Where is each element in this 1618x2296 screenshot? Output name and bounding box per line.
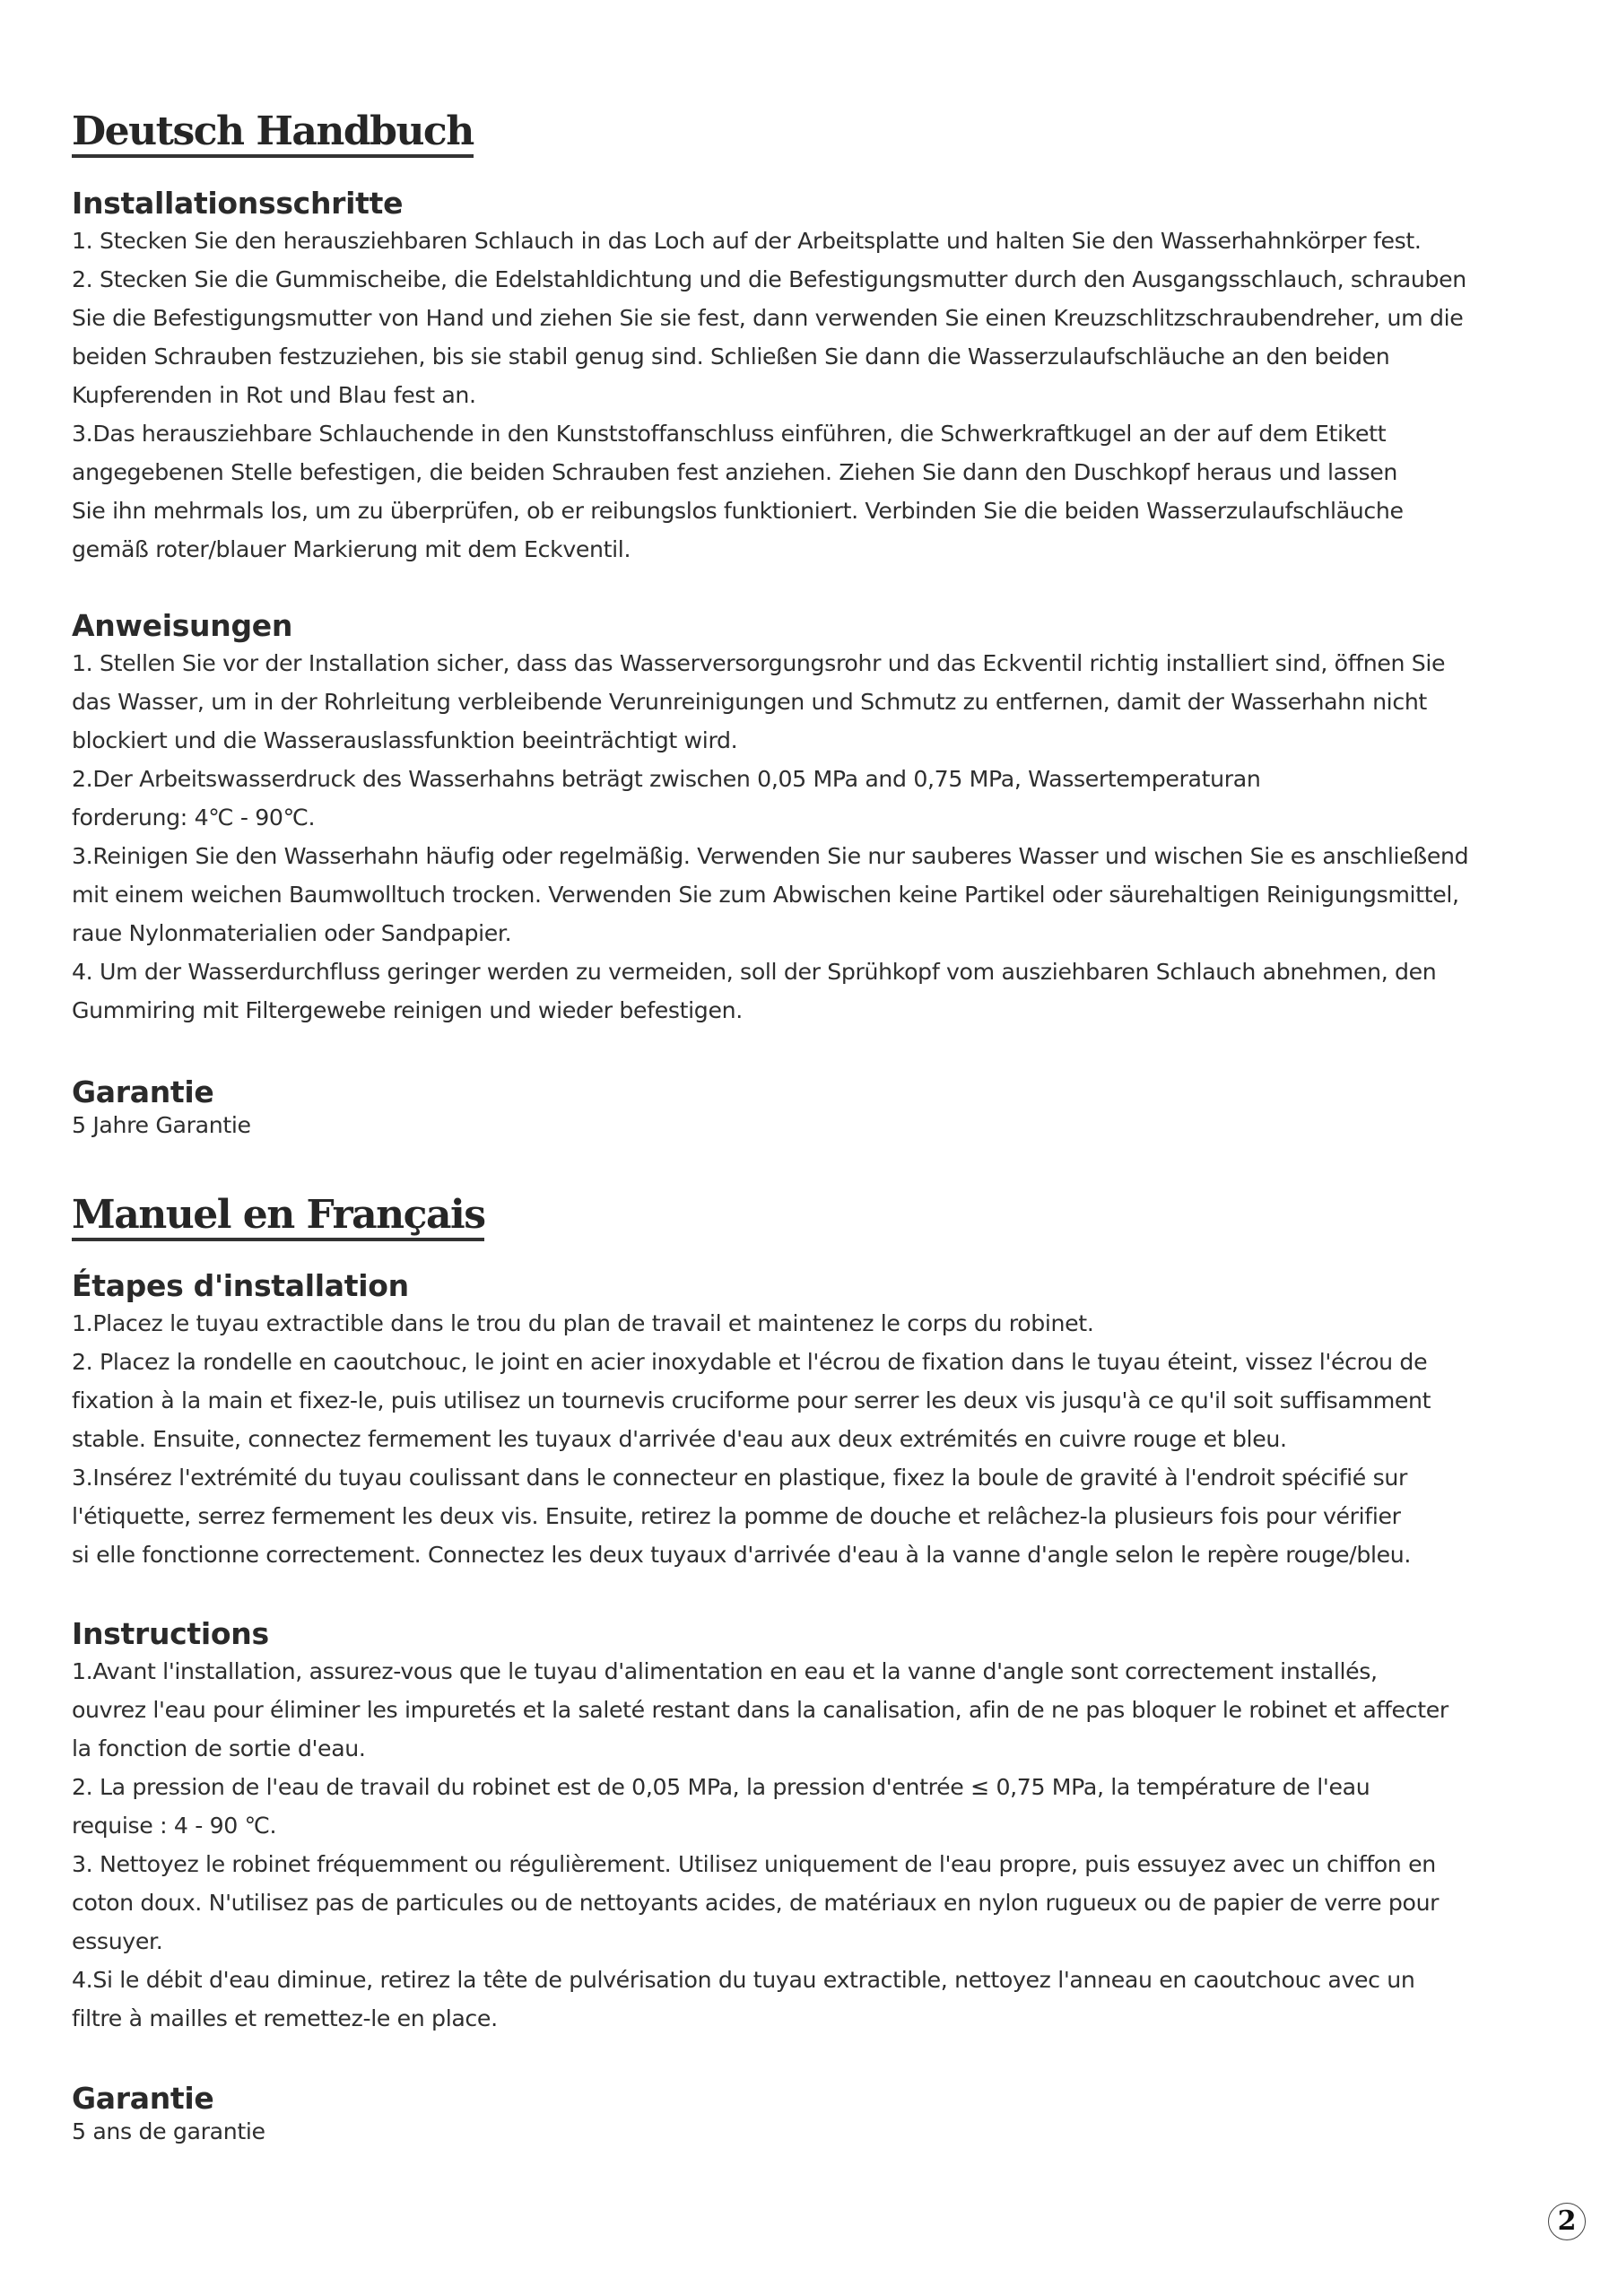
text-line: 2. Stecken Sie die Gummischeibe, die Edelstahldichtung und die Befestigungsmutter durch den Ausgangsschlauch, schrauben [72,266,1466,292]
text-line: ouvrez l'eau pour éliminer les impuretés et la saleté restant dans la canalisation, afin de ne pas bloquer le robinet et affecter [72,1697,1448,1723]
french-instructions-section [72,1616,1561,2038]
german-title-block [72,109,1561,158]
german-warranty-text: 5 Jahre Garantie [72,1112,251,1138]
text-line: 3.Insérez l'extrémité du tuyau coulissant dans le connecteur en plastique, fixez la boule de gravité à l'endroit spécifié sur [72,1465,1407,1491]
german-installation-text [72,222,1561,569]
text-line: 4.Si le débit d'eau diminue, retirez la tête de pulvérisation du tuyau extractible, nettoyez l'anneau en caoutchouc avec un [72,1967,1415,1993]
text-line: coton doux. N'utilisez pas de particules ou de nettoyants acides, de matériaux en nylon rugueux ou de papier de verre pour [72,1890,1440,1916]
text-line: beiden Schrauben festzuziehen, bis sie stabil genug sind. Schließen Sie dann die Wasserzulaufschläuche an den beiden [72,344,1390,370]
french-warranty-text: 5 ans de garantie [72,2118,265,2144]
text-line: das Wasser, um in der Rohrleitung verbleibende Verunreinigungen und Schmutz zu entfernen, damit der Wasserhahn nicht [72,689,1427,715]
text-line: 1. Stellen Sie vor der Installation sicher, dass das Wasserversorgungsrohr und das Eckventil richtig installiert sind, öffnen Sie [72,650,1446,676]
text-line: 2. La pression de l'eau de travail du robinet est de 0,05 MPa, la pression d'entrée ≤ 0,75 MPa, la température de l'eau [72,1774,1370,1800]
german-instructions-heading: Anweisungen [72,608,293,643]
text-line: 3. Nettoyez le robinet fréquemment ou régulièrement. Utilisez uniquement de l'eau propre, puis essuyez avec un chiffon en [72,1851,1436,1877]
text-line: essuyer. [72,1928,163,1954]
text-line: 3.Reinigen Sie den Wasserhahn häufig oder regelmäßig. Verwenden Sie nur sauberes Wasser und wischen Sie es anschließend [72,843,1469,869]
text-line: gemäß roter/blauer Markierung mit dem Eckventil. [72,536,631,562]
french-warranty-section [72,2081,1561,2147]
text-line: Gummiring mit Filtergewebe reinigen und wieder befestigen. [72,997,743,1023]
text-line: 1.Avant l'installation, assurez-vous que le tuyau d'alimentation en eau et la vanne d'angle sont correctement installés, [72,1658,1378,1684]
french-installation-heading: Étapes d'installation [72,1268,409,1303]
text-line: fixation à la main et fixez-le, puis utilisez un tournevis cruciforme pour serrer les deux vis jusqu'à ce qu'il soit suffisamment [72,1387,1431,1413]
french-installation-text [72,1304,1561,1574]
french-installation-section [72,1268,1561,1574]
text-line: Sie ihn mehrmals los, um zu überprüfen, ob er reibungslos funktioniert. Verbinden Sie die beiden Wasserzulaufschläuche [72,498,1404,524]
page-number-badge [1548,2203,1586,2240]
text-line: 4. Um der Wasserdurchfluss geringer werden zu vermeiden, soll der Sprühkopf vom ausziehbaren Schlauch abnehmen, den [72,959,1437,985]
text-line: si elle fonctionne correctement. Connectez les deux tuyaux d'arrivée d'eau à la vanne d'angle selon le repère rouge/bleu. [72,1542,1412,1568]
french-instructions-heading: Instructions [72,1616,269,1651]
text-line: stable. Ensuite, connectez fermement les tuyaux d'arrivée d'eau aux deux extrémités en cuivre rouge et bleu. [72,1426,1287,1452]
french-instructions-text [72,1652,1561,2038]
french-warranty-heading: Garantie [72,2081,214,2116]
text-line: filtre à mailles et remettez-le en place. [72,2005,498,2031]
french-title-block [72,1193,1561,1241]
text-line: 1. Stecken Sie den herausziehbaren Schlauch in das Loch auf der Arbeitsplatte und halten Sie den Wasserhahnkörper fest. [72,228,1422,254]
german-warranty-section [72,1074,1561,1141]
german-warranty-heading: Garantie [72,1074,214,1109]
text-line: forderung: 4℃ - 90℃. [72,804,316,831]
text-line: 3.Das herausziehbare Schlauchende in den Kunststoffanschluss einführen, die Schwerkraftkugel an der auf dem Etikett [72,421,1387,447]
text-line: 1.Placez le tuyau extractible dans le trou du plan de travail et maintenez le corps du robinet. [72,1310,1094,1336]
text-line: requise : 4 - 90 ℃. [72,1813,277,1839]
french-manual-title: Manuel en Français [72,1193,484,1241]
page-number: 2 [1557,2205,1577,2237]
text-line: raue Nylonmaterialien oder Sandpapier. [72,920,512,946]
text-line: la fonction de sortie d'eau. [72,1735,366,1761]
text-line: 2.Der Arbeitswasserdruck des Wasserhahns beträgt zwischen 0,05 MPa and 0,75 MPa, Wassertemperaturan [72,766,1261,792]
german-instructions-text [72,644,1561,1030]
german-instructions-section [72,608,1561,1030]
text-line: mit einem weichen Baumwolltuch trocken. Verwenden Sie zum Abwischen keine Partikel oder säurehaltigen Reinigungsmittel, [72,882,1459,908]
text-line: 2. Placez la rondelle en caoutchouc, le joint en acier inoxydable et l'écrou de fixation dans le tuyau éteint, vissez l'écrou de [72,1349,1428,1375]
german-installation-section [72,186,1561,569]
text-line: l'étiquette, serrez fermement les deux vis. Ensuite, retirez la pomme de douche et relâchez-la plusieurs fois pour vérifier [72,1503,1401,1529]
text-line: angegebenen Stelle befestigen, die beiden Schrauben fest anziehen. Ziehen Sie dann den Duschkopf heraus und lassen [72,459,1398,485]
text-line: blockiert und die Wasserauslassfunktion beeinträchtigt wird. [72,727,738,753]
german-manual-title: Deutsch Handbuch [72,109,474,158]
text-line: Sie die Befestigungsmutter von Hand und ziehen Sie sie fest, dann verwenden Sie einen Kreuzschlitzschraubendreher, um die [72,305,1464,331]
german-installation-heading: Installationsschritte [72,186,404,221]
text-line: Kupferenden in Rot und Blau fest an. [72,382,476,408]
